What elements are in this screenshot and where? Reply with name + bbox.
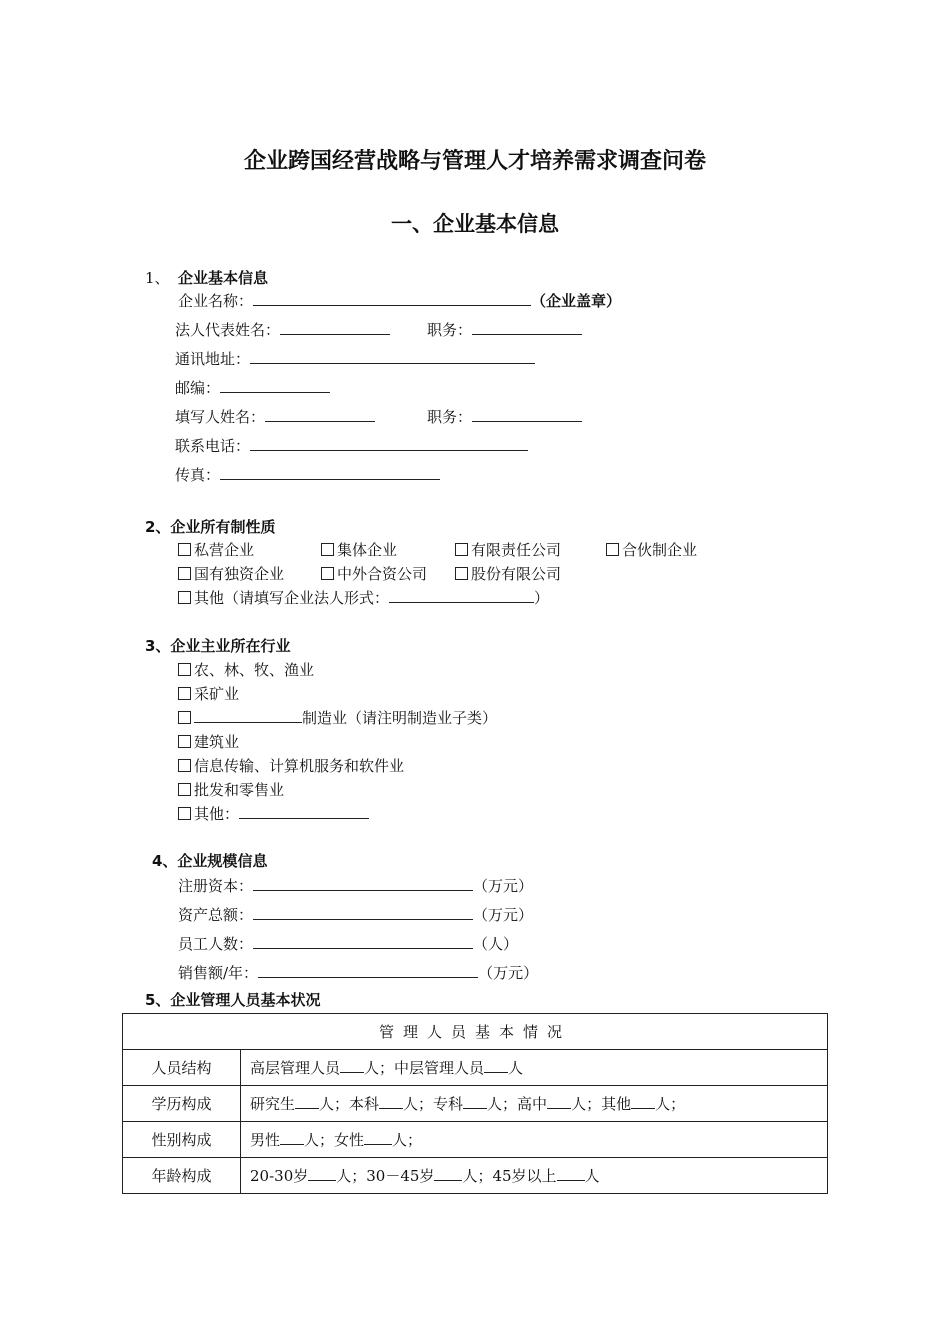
blank-field[interactable] [308, 1166, 336, 1181]
company-name-field[interactable] [253, 291, 531, 306]
checkbox[interactable] [178, 663, 191, 676]
q2-option-2[interactable]: 有限责任公司 [455, 540, 561, 560]
checkbox[interactable] [455, 567, 468, 580]
table-row [123, 1086, 828, 1122]
phone-label: 联系电话： [175, 437, 251, 455]
assets-field[interactable] [253, 905, 473, 920]
q2-option-5[interactable]: 中外合资公司 [321, 564, 427, 584]
q2-heading: 2、企业所有制性质 [145, 518, 276, 536]
company-name-row [178, 291, 621, 311]
blank-field[interactable] [280, 1130, 304, 1145]
row-label: 年龄构成 [123, 1158, 241, 1194]
employees-row: 员工人数： （人） [178, 935, 519, 953]
address-row [175, 349, 535, 369]
q3-option-2[interactable]: 制造业（请注明制造业子类） [178, 708, 497, 728]
phone-field[interactable] [250, 436, 528, 451]
blank-field[interactable] [631, 1094, 655, 1109]
row-value: 研究生 人；本科 人；专科 人；高中 人；其他 人； [241, 1086, 828, 1122]
legal-rep-field[interactable] [280, 320, 390, 335]
q2-option-1[interactable]: 集体企业 [321, 540, 397, 560]
blank-field[interactable] [364, 1130, 392, 1145]
legal-rep-label: 法人代表姓名： [175, 321, 281, 339]
employees-field[interactable] [253, 934, 473, 949]
sales-field[interactable] [258, 963, 478, 978]
blank-field[interactable] [484, 1058, 508, 1073]
q5-heading: 5、企业管理人员基本状况 [145, 991, 321, 1009]
checkbox[interactable] [178, 591, 191, 604]
q2-option-6[interactable]: 股份有限公司 [455, 564, 561, 584]
filler-name-label: 填写人姓名： [175, 408, 266, 426]
q2-other-field[interactable] [389, 588, 534, 603]
row-label: 人员结构 [123, 1050, 241, 1086]
q1-heading: 企业基本信息 [178, 269, 269, 287]
row-value: 男性 人；女性 人； [241, 1122, 828, 1158]
filler-name-row [175, 407, 375, 427]
q1-number: 1、 [145, 269, 170, 287]
checkbox[interactable] [606, 543, 619, 556]
q3-option-0[interactable]: 农、林、牧、渔业 [178, 660, 314, 680]
blank-field[interactable] [434, 1166, 462, 1181]
row-value: 高层管理人员 人；中层管理人员 人 [241, 1050, 828, 1086]
row-value: 20-30岁 人；30－45岁 人；45岁以上 人 [241, 1158, 828, 1194]
capital-row: 注册资本： （万元） [178, 877, 534, 895]
checkbox[interactable] [178, 759, 191, 772]
blank-field[interactable] [340, 1058, 364, 1073]
section-title: 一、企业基本信息 [391, 212, 559, 236]
position-label: 职务： [427, 321, 473, 339]
q2-option-3[interactable]: 合伙制企业 [606, 540, 697, 560]
checkbox[interactable] [178, 735, 191, 748]
checkbox[interactable] [321, 567, 334, 580]
table-row [123, 1050, 828, 1086]
q3-heading: 3、企业主业所在行业 [145, 637, 291, 655]
postcode-label: 邮编： [175, 379, 221, 397]
postcode-field[interactable] [220, 378, 330, 393]
checkbox[interactable] [178, 783, 191, 796]
blank-field[interactable] [557, 1166, 585, 1181]
q3-option-5[interactable]: 批发和零售业 [178, 780, 284, 800]
blank-field[interactable] [463, 1094, 487, 1109]
fax-field[interactable] [220, 465, 440, 480]
fax-label: 传真： [175, 466, 221, 484]
checkbox[interactable] [178, 567, 191, 580]
blank-field[interactable] [295, 1094, 319, 1109]
q3-option-1[interactable]: 采矿业 [178, 684, 239, 704]
q4-heading: 4、企业规模信息 [152, 852, 268, 870]
address-field[interactable] [250, 349, 535, 364]
q2-option-4[interactable]: 国有独资企业 [178, 564, 284, 584]
checkbox[interactable] [178, 543, 191, 556]
management-table [122, 1013, 828, 1194]
company-name-label: 企业名称： [178, 292, 254, 310]
checkbox[interactable] [178, 711, 191, 724]
q3-option-4[interactable]: 信息传输、计算机服务和软件业 [178, 756, 404, 776]
fax-row [175, 465, 440, 485]
blank-field[interactable] [547, 1094, 571, 1109]
table-row [123, 1158, 828, 1194]
phone-row [175, 436, 528, 456]
q3-option-6[interactable]: 其他： [178, 804, 369, 824]
checkbox[interactable] [455, 543, 468, 556]
postcode-row [175, 378, 330, 398]
filler-position-row [427, 407, 582, 427]
checkbox[interactable] [178, 687, 191, 700]
table-header-row [123, 1014, 828, 1050]
row-label: 学历构成 [123, 1086, 241, 1122]
blank-field[interactable] [379, 1094, 403, 1109]
assets-row: 资产总额： （万元） [178, 906, 534, 924]
sales-row: 销售额/年： （万元） [178, 964, 539, 982]
legal-rep-row [175, 320, 390, 340]
position-label: 职务： [427, 408, 473, 426]
q2-option-other[interactable]: 其他（请填写企业法人形式： ） [178, 588, 549, 608]
filler-position-field[interactable] [472, 407, 582, 422]
table-row [123, 1122, 828, 1158]
capital-field[interactable] [253, 876, 473, 891]
q3-manufacturing-field[interactable] [194, 708, 302, 723]
seal-note: （企业盖章） [531, 292, 622, 310]
legal-rep-position-field[interactable] [472, 320, 582, 335]
q2-option-0[interactable]: 私营企业 [178, 540, 254, 560]
q3-option-3[interactable]: 建筑业 [178, 732, 239, 752]
q3-other-field[interactable] [239, 804, 369, 819]
table-header: 管理人员基本情况 [123, 1014, 828, 1050]
address-label: 通讯地址： [175, 350, 251, 368]
legal-rep-position-row [427, 320, 582, 340]
document-title: 企业跨国经营战略与管理人才培养需求调查问卷 [243, 149, 706, 174]
row-label: 性别构成 [123, 1122, 241, 1158]
checkbox[interactable] [178, 807, 191, 820]
checkbox[interactable] [321, 543, 334, 556]
filler-name-field[interactable] [265, 407, 375, 422]
